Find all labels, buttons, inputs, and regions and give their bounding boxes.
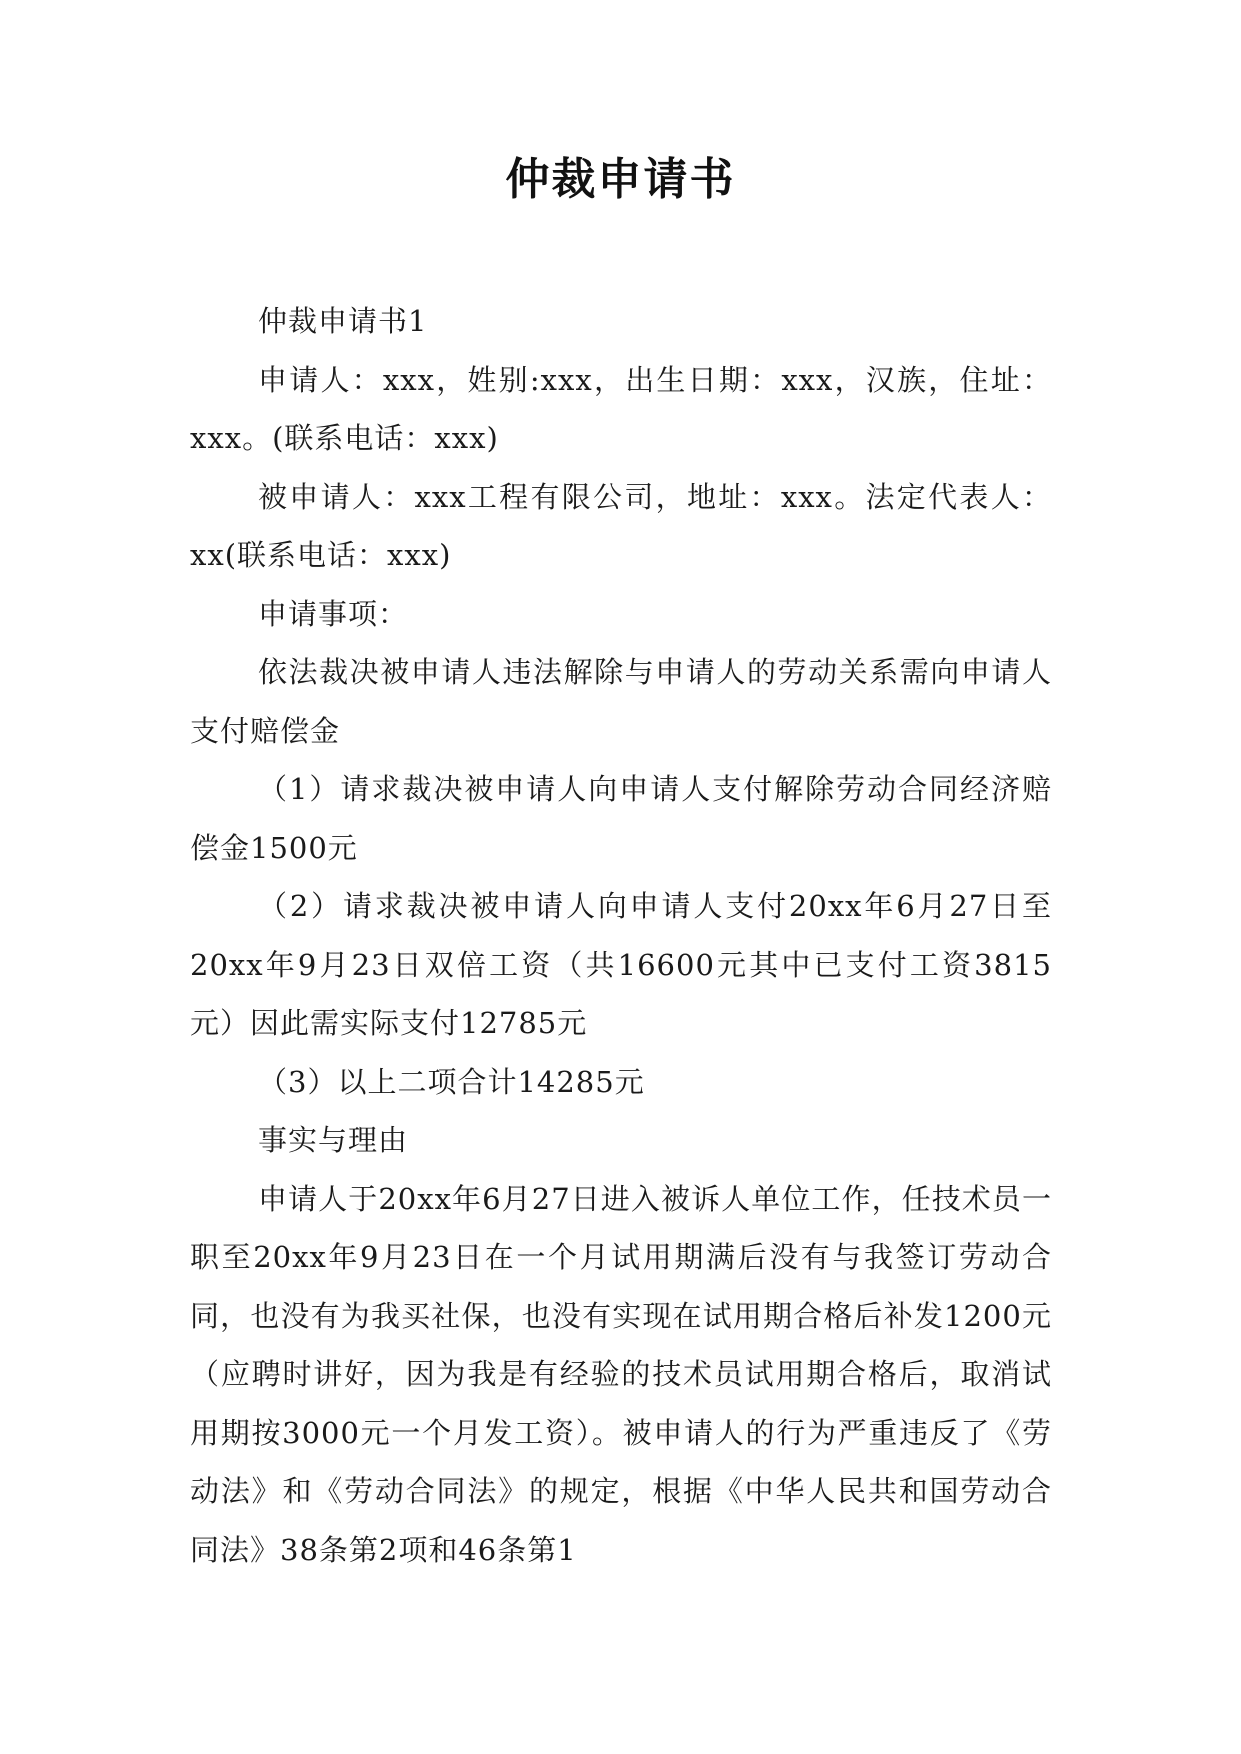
paragraph-heading-1: 仲裁申请书1 [258, 304, 428, 338]
paragraph-claim-3: （3）以上二项合计14285元 [258, 1064, 645, 1099]
paragraph-applicant: 申请人：xxx，姓别:xxx，出生日期：xxx，汉族，住址：xxx。(联系电话：xxx) [190, 362, 1052, 455]
paragraph-facts: 申请人于20xx年6月27日进入被诉人单位工作，任技术员一职至20xx年9月23日在一个月试用期满后没有与我签订劳动合同，也没有为我买社保，也没有实现在试用期合格后补发1200元（应聘时讲好，因为我是有经验的技术员试用期合格后，取消试用期按3000元一个月发工资）。被申请人的行为严重违反了《劳动法》和《劳动合同法》的规定，根据《中华人民共和国劳动合同法》38条第2项和46条第1 [190, 1181, 1052, 1567]
paragraph-claims-heading: 申请事项： [258, 596, 409, 631]
paragraph-claim-1: （1）请求裁决被申请人向申请人支付解除劳动合同经济赔偿金1500元 [190, 772, 1052, 865]
paragraph-claims-intro: 依法裁决被申请人违法解除与申请人的劳动关系需向申请人支付赔偿金 [190, 655, 1052, 748]
paragraph-facts-heading: 事实与理由 [258, 1123, 409, 1157]
document-body [190, 292, 1052, 1579]
paragraph-claim-2: （2）请求裁决被申请人向申请人支付20xx年6月27日至20xx年9月23日双倍工资（共16600元其中已支付工资3815元）因此需实际支付12785元 [190, 889, 1052, 1040]
paragraph-respondent: 被申请人：xxx工程有限公司，地址：xxx。法定代表人：xx(联系电话：xxx) [190, 479, 1052, 572]
document-title: 仲裁申请书 [505, 154, 736, 205]
